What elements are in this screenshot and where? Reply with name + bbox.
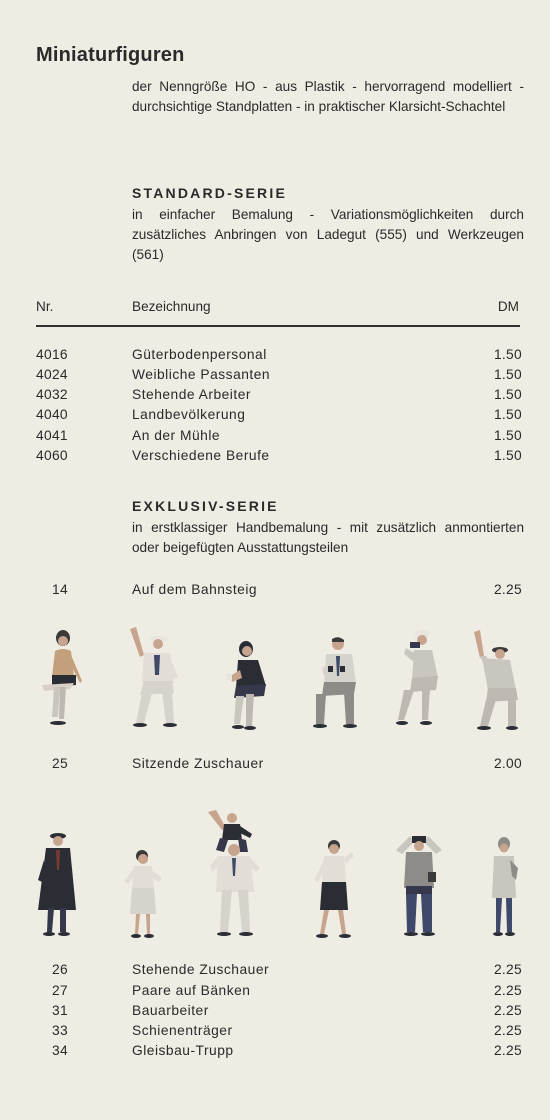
item-number: 33	[52, 1023, 68, 1038]
exklusiv-series-desc: in erstklassiger Handbemalung - mit zusätzlich anmontierten oder beigefügten Ausstattungsteilen	[132, 520, 524, 555]
item-number: 34	[52, 1043, 68, 1058]
table-row	[0, 367, 550, 387]
item-description: Bauarbeiter	[132, 1003, 209, 1018]
item-price: 1.50	[493, 387, 522, 402]
item-number: 4060	[36, 448, 68, 463]
table-row	[0, 582, 550, 602]
item-price: 1.50	[493, 407, 522, 422]
exklusiv-series-title: EXKLUSIV-SERIE	[132, 498, 279, 514]
header-divider	[36, 325, 520, 327]
item-price: 2.25	[493, 1023, 522, 1038]
figure-seated-woman-1	[30, 625, 100, 730]
column-header-price: DM	[497, 299, 519, 314]
table-row	[0, 407, 550, 427]
item-description: Verschiedene Berufe	[132, 448, 270, 463]
item-number: 4040	[36, 407, 68, 422]
item-description: Güterbodenpersonal	[132, 347, 267, 362]
item-price: 2.25	[493, 582, 522, 597]
table-row	[0, 428, 550, 448]
item-price: 1.50	[493, 347, 522, 362]
item-price: 2.25	[493, 962, 522, 977]
table-row	[0, 387, 550, 407]
figure-man-long-coat	[34, 830, 78, 940]
table-row	[0, 1043, 550, 1063]
column-header-desc: Bezeichnung	[132, 299, 211, 314]
column-header-nr: Nr.	[36, 299, 54, 314]
item-description: An der Mühle	[132, 428, 221, 443]
figure-waving-man	[122, 625, 184, 730]
table-row	[0, 1003, 550, 1023]
item-price: 2.25	[493, 1043, 522, 1058]
item-price: 2.00	[493, 756, 522, 771]
standard-series-desc: in einfacher Bemalung - Variationsmöglichkeiten durch zusätzliches Anbringen von Ladegut (555) und Werkzeugen (561)	[132, 207, 524, 262]
figure-seated-woman-2	[222, 638, 274, 733]
item-number: 4032	[36, 387, 68, 402]
table-row	[0, 1023, 550, 1043]
item-number: 4016	[36, 347, 68, 362]
table-row	[0, 347, 550, 367]
item-number: 14	[52, 582, 68, 597]
item-description: Landbevölkerung	[132, 407, 246, 422]
table-row	[0, 448, 550, 468]
item-price: 1.50	[493, 428, 522, 443]
item-price: 1.50	[493, 367, 522, 382]
item-number: 26	[52, 962, 68, 977]
figure-seated-man-hat	[468, 630, 524, 732]
item-description: Gleisbau-Trupp	[132, 1043, 234, 1058]
intro-text: der Nenngröße HO - aus Plastik - hervorragend modelliert - durchsichtige Standplatten - in praktischer Klarsicht-Schachtel	[132, 79, 524, 114]
item-price: 1.50	[493, 448, 522, 463]
item-price: 2.25	[493, 1003, 522, 1018]
figure-woman-standing	[486, 836, 522, 942]
table-row	[0, 756, 550, 776]
item-number: 25	[52, 756, 68, 771]
table-row	[0, 983, 550, 1003]
item-description: Stehende Arbeiter	[132, 387, 251, 402]
item-description: Weibliche Passanten	[132, 367, 271, 382]
item-number: 27	[52, 983, 68, 998]
item-description: Schienenträger	[132, 1023, 233, 1038]
item-description: Paare auf Bänken	[132, 983, 251, 998]
figure-woman-skirt	[306, 838, 358, 940]
item-description: Sitzende Zuschauer	[132, 756, 264, 771]
figure-seated-man-drink	[310, 632, 362, 732]
figure-seated-woman-binoculars	[396, 628, 446, 732]
item-number: 4024	[36, 367, 68, 382]
item-description: Auf dem Bahnsteig	[132, 582, 258, 597]
figure-man-binoculars	[390, 832, 448, 942]
figure-man-child-shoulders	[202, 806, 268, 942]
page-title: Miniaturfiguren	[36, 44, 185, 66]
standard-series-title: STANDARD-SERIE	[132, 185, 287, 201]
item-number: 4041	[36, 428, 68, 443]
item-price: 2.25	[493, 983, 522, 998]
item-description: Stehende Zuschauer	[132, 962, 270, 977]
figure-woman-dress	[120, 848, 168, 940]
table-row	[0, 962, 550, 982]
item-number: 31	[52, 1003, 68, 1018]
